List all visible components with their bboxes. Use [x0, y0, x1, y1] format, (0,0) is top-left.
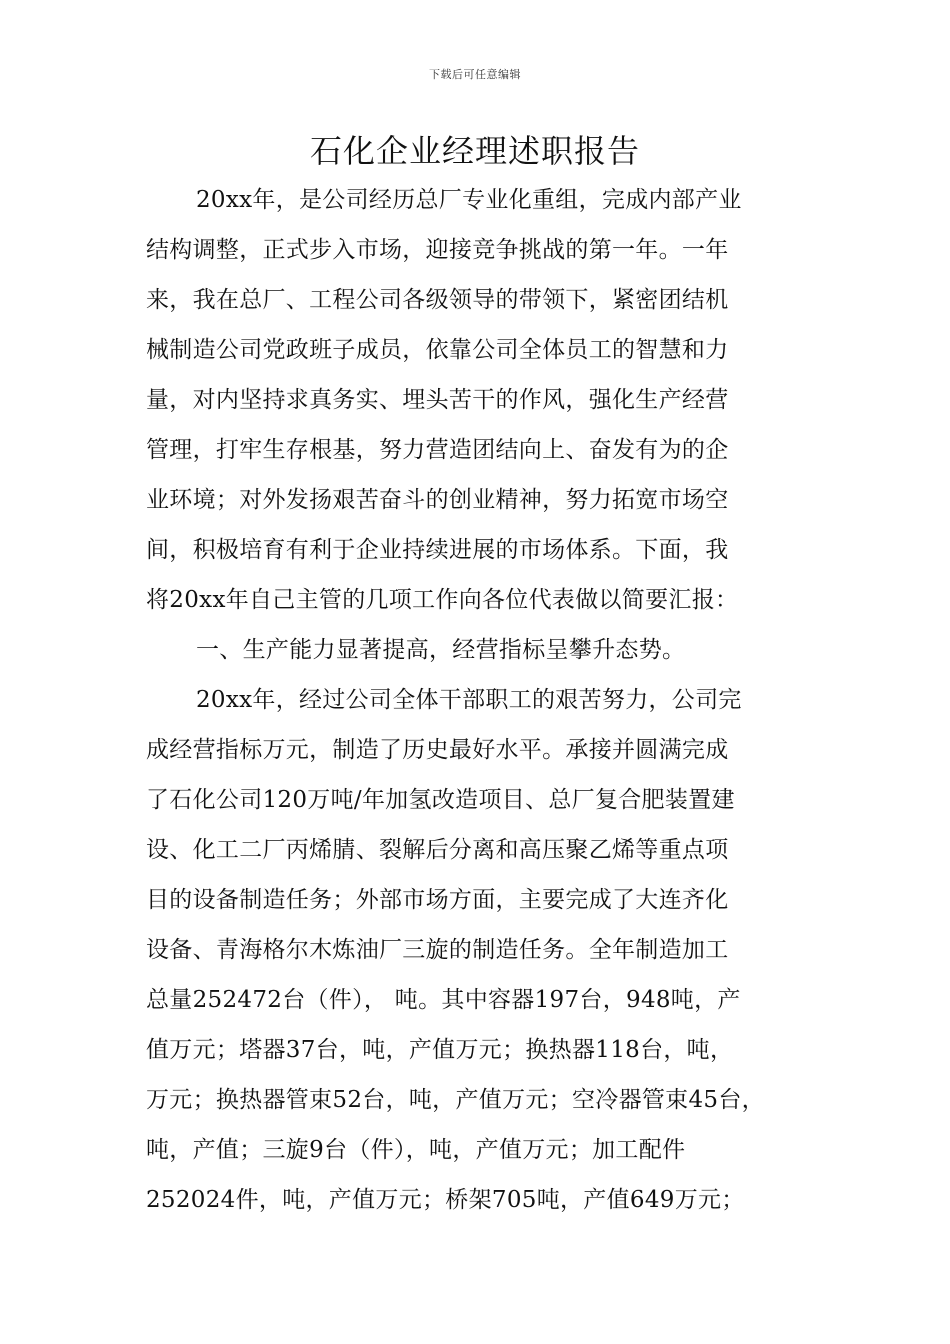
text-line: 万元；换热器管束52台，吨，产值万元；空冷器管束45台， — [146, 1087, 765, 1113]
text-line: 设备、青海格尔木炼油厂三旋的制造任务。全年制造加工 — [146, 937, 729, 963]
text-line: 将20xx年自己主管的几项工作向各位代表做以简要汇报： — [146, 587, 739, 613]
text-line: 量，对内坚持求真务实、埋头苦干的作风，强化生产经营 — [146, 387, 729, 413]
text-line: 20xx年，经过公司全体干部职工的艰苦努力，公司完 — [196, 687, 742, 713]
text-line: 业环境；对外发扬艰苦奋斗的创业精神，努力拓宽市场空 — [146, 487, 729, 513]
text-line: 20xx年，是公司经历总厂专业化重组，完成内部产业 — [196, 187, 742, 213]
text-line: 252024件，吨，产值万元；桥架705吨，产值649万元； — [146, 1187, 745, 1213]
document-title: 石化企业经理述职报告 — [309, 132, 640, 170]
text-line: 来，我在总厂、工程公司各级领导的带领下，紧密团结机 — [146, 287, 729, 313]
text-line: 吨，产值；三旋9台（件），吨，产值万元；加工配件 — [146, 1137, 686, 1163]
text-line: 设、化工二厂丙烯腈、裂解后分离和高压聚乙烯等重点项 — [146, 837, 729, 863]
text-line: 结构调整，正式步入市场，迎接竞争挑战的第一年。一年 — [146, 237, 729, 263]
text-line: 目的设备制造任务；外部市场方面，主要完成了大连齐化 — [146, 887, 729, 913]
text-line: 间，积极培育有利于企业持续进展的市场体系。下面，我 — [146, 537, 729, 563]
text-line: 值万元；塔器37台，吨，产值万元；换热器118台，吨， — [146, 1037, 734, 1063]
document-body — [146, 175, 826, 1225]
text-line: 了石化公司120万吨/年加氢改造项目、总厂复合肥装置建 — [146, 787, 735, 813]
text-line: 一、生产能力显著提高，经营指标呈攀升态势。 — [196, 637, 686, 663]
text-line: 械制造公司党政班子成员，依靠公司全体员工的智慧和力 — [146, 337, 729, 363]
text-line: 管理，打牢生存根基，努力营造团结向上、奋发有为的企 — [146, 437, 729, 463]
text-line: 总量252472台（件）， 吨。其中容器197台，948吨，产 — [146, 987, 741, 1013]
header-note: 下载后可任意编辑 — [429, 68, 521, 81]
text-line: 成经营指标万元，制造了历史最好水平。承接并圆满完成 — [146, 737, 729, 763]
